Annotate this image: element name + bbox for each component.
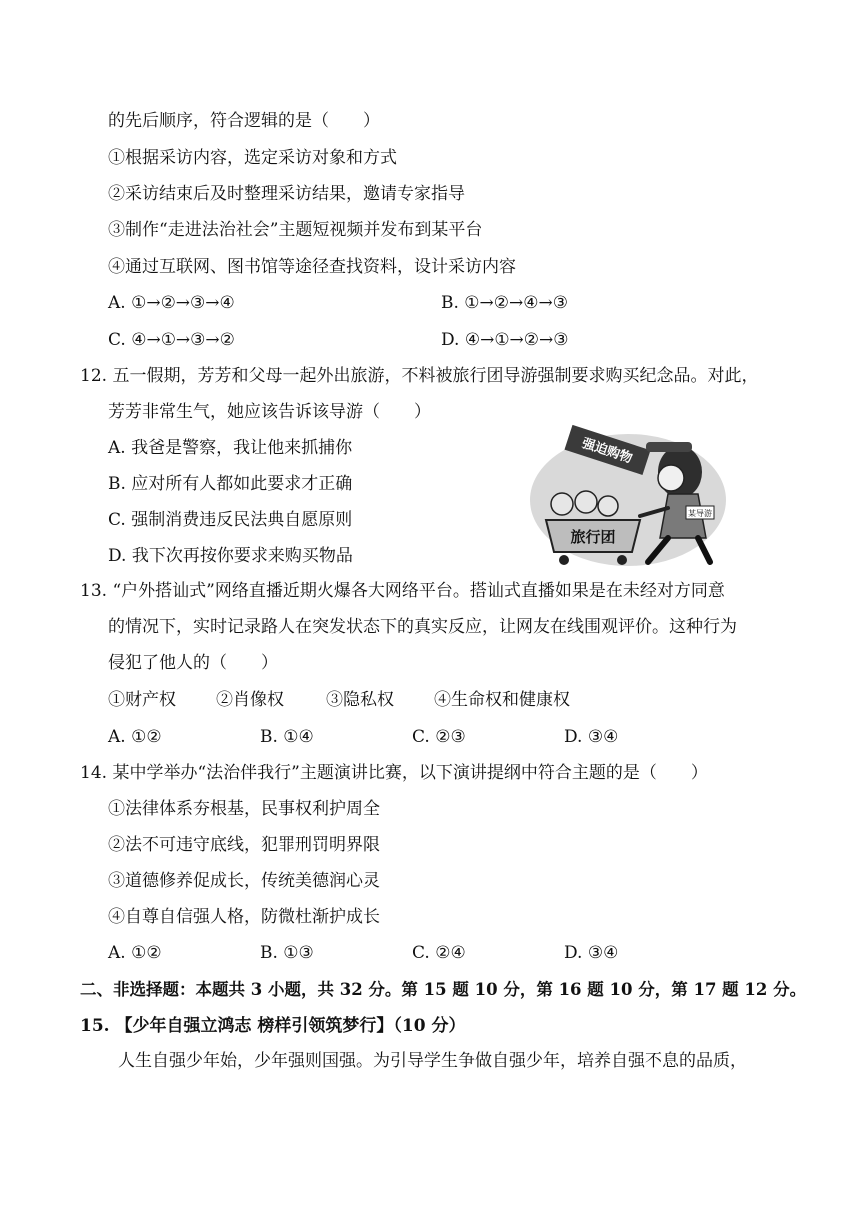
q12-stem-line-2: 芳芳非常生气，她应该告诉该导游（ ） [108, 402, 431, 422]
tourist-head-3 [598, 496, 618, 516]
q13-option-b: B. ①④ [260, 727, 314, 747]
q11-item-2: ②采访结束后及时整理采访结果，邀请专家指导 [108, 184, 465, 204]
cart-wheel-left [559, 555, 569, 565]
q13-item-2: ②肖像权 [216, 690, 284, 710]
banner-text: 强迫购物 [579, 436, 635, 467]
q12-option-b: B. 应对所有人都如此要求才正确 [108, 474, 353, 494]
q12-option-c: C. 强制消费违反民法典自愿原则 [108, 510, 353, 530]
q13-stem-line-1: 13. “户外搭讪式”网络直播近期火爆各大网络平台。搭讪式直播如果是在未经对方同意 [80, 581, 725, 601]
q13-option-a: A. ①② [108, 727, 162, 747]
q15-title: 15. 【少年自强立鸿志 榜样引领筑梦行】（10 分） [80, 1016, 466, 1036]
section-2-heading: 二、非选择题：本题共 3 小题，共 32 分。第 15 题 10 分，第 16 题 10 分，第 17 题 12 分。 [80, 980, 807, 999]
q11-option-a: A. ①→②→③→④ [108, 293, 235, 313]
q13-item-1: ①财产权 [108, 690, 176, 710]
q13-item-3: ③隐私权 [326, 690, 394, 710]
q11-option-b: B. ①→②→④→③ [441, 293, 568, 313]
tourist-head-1 [551, 493, 573, 515]
guide-badge-text: 某导游 [688, 509, 712, 518]
q14-option-c: C. ②④ [412, 943, 466, 963]
q12-stem-line-1: 12. 五一假期，芳芳和父母一起外出旅游，不料被旅行团导游强制要求购买纪念品。对此， [80, 366, 759, 386]
q13-stem-line-3: 侵犯了他人的（ ） [108, 653, 278, 673]
q11-option-c: C. ④→①→③→② [108, 330, 235, 350]
q14-option-d: D. ③④ [564, 943, 619, 963]
cart-wheel-right [617, 555, 627, 565]
q13-item-4: ④生命权和健康权 [434, 690, 570, 710]
tourist-head-2 [575, 491, 597, 513]
guide-face [658, 465, 684, 491]
q12-option-a: A. 我爸是警察，我让他来抓捕你 [108, 438, 353, 458]
q13-option-d: D. ③④ [564, 727, 619, 747]
q11-stem-continuation: 的先后顺序，符合逻辑的是（ ） [108, 111, 380, 131]
guide-cap [646, 442, 692, 452]
q11-option-d: D. ④→①→②→③ [441, 330, 569, 350]
q14-option-b: B. ①③ [260, 943, 314, 963]
q14-item-3: ③道德修养促成长，传统美德润心灵 [108, 871, 380, 891]
q14-stem: 14. 某中学举办“法治伴我行”主题演讲比赛，以下演讲提纲中符合主题的是（ ） [80, 763, 708, 783]
q14-option-a: A. ①② [108, 943, 162, 963]
q14-item-1: ①法律体系夯根基，民事权利护周全 [108, 799, 380, 819]
q14-item-2: ②法不可违守底线，犯罪刑罚明界限 [108, 835, 380, 855]
q11-item-4: ④通过互联网、图书馆等途径查找资料，设计采访内容 [108, 257, 516, 277]
q13-stem-line-2: 的情况下，实时记录路人在突发状态下的真实反应，让网友在线围观评价。这种行为 [108, 617, 737, 637]
q14-item-4: ④自尊自信强人格，防微杜渐护成长 [108, 907, 380, 927]
q13-option-c: C. ②③ [412, 727, 466, 747]
cart-label: 旅行团 [570, 528, 616, 546]
forced-shopping-illustration [528, 420, 736, 570]
q15-paragraph: 人生自强少年始，少年强则国强。为引导学生争做自强少年，培养自强不息的品质， [118, 1051, 747, 1071]
q11-item-1: ①根据采访内容，选定采访对象和方式 [108, 148, 397, 168]
q12-option-d: D. 我下次再按你要求来购买物品 [108, 546, 353, 566]
q11-item-3: ③制作“走进法治社会”主题短视频并发布到某平台 [108, 220, 483, 240]
